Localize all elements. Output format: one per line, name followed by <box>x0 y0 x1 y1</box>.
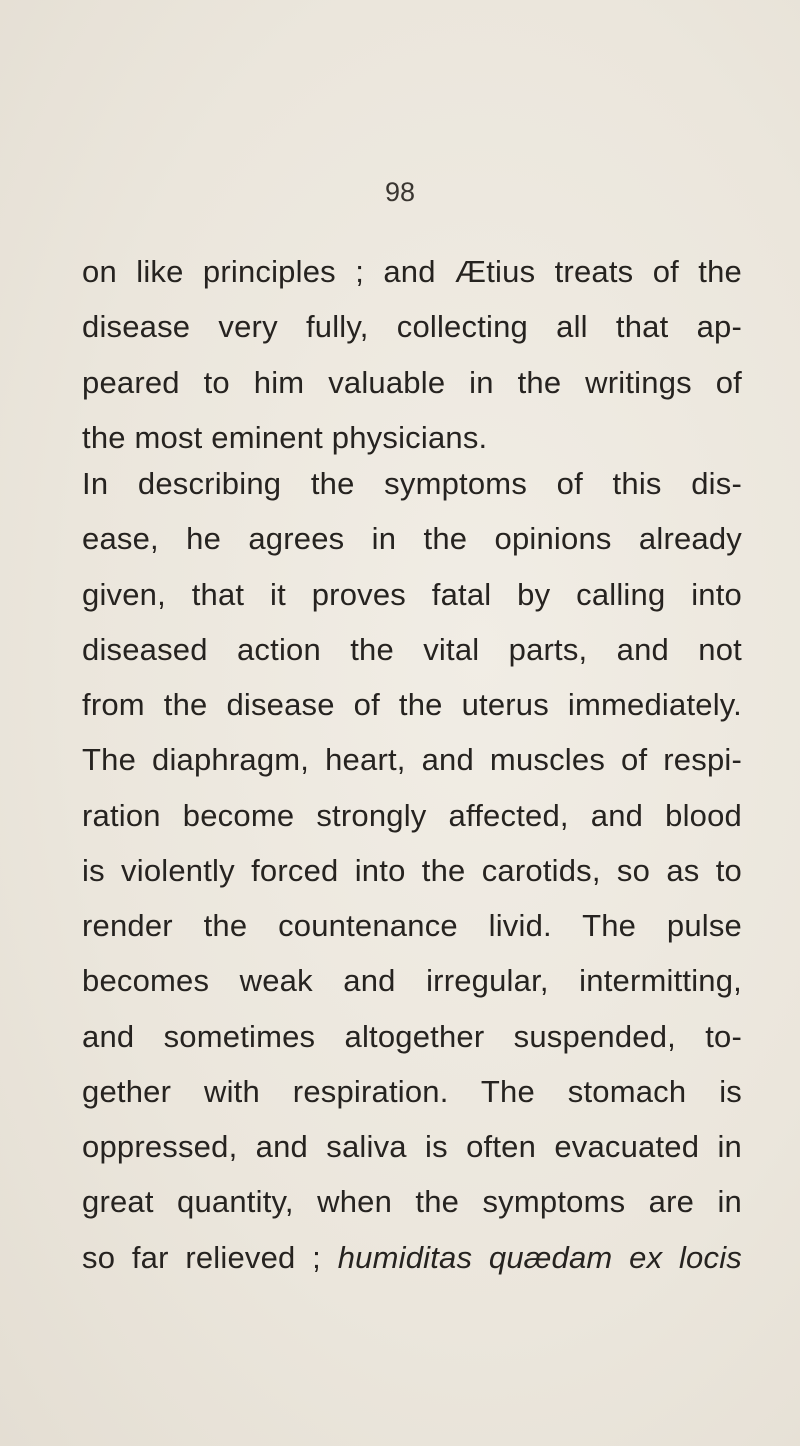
text-line: diseased action the vital parts, and not <box>82 631 742 667</box>
paragraph-2 <box>82 456 742 1285</box>
text-line: gether with respiration. The stomach is <box>82 1073 742 1109</box>
text-line: on like principles ; and Ætius treats of the <box>82 254 742 289</box>
page-number: 98 <box>384 177 416 207</box>
paragraph-1 <box>82 244 742 465</box>
text-line: given, that it proves fatal by calling into <box>82 576 742 612</box>
text-line: peared to him valuable in the writings of <box>82 364 742 400</box>
roman-text: so far relieved ; <box>82 1239 338 1275</box>
text-line: becomes weak and irregular, intermitting, <box>82 963 742 999</box>
text-line: ease, he agrees in the opinions already <box>82 521 742 557</box>
text-line: great quantity, when the symptoms are in <box>82 1184 742 1220</box>
text-line: the most eminent physicians. <box>82 419 488 455</box>
latin-italic-text: humiditas quædam ex locis <box>337 1239 742 1275</box>
text-line: ration become strongly affected, and blood <box>82 797 742 833</box>
text-line: The diaphragm, heart, and muscles of respi- <box>82 742 742 778</box>
text-line: and sometimes altogether suspended, to- <box>82 1018 742 1054</box>
text-line: from the disease of the uterus immediately. <box>82 687 742 722</box>
text-line-last <box>82 1230 742 1285</box>
text-line: is violently forced into the carotids, so as to <box>82 852 742 888</box>
text-line: In describing the symptoms of this dis- <box>82 466 742 501</box>
text-line: render the countenance livid. The pulse <box>82 908 742 943</box>
text-line: oppressed, and saliva is often evacuated in <box>82 1129 742 1164</box>
text-line: disease very fully, collecting all that ap- <box>82 309 742 345</box>
